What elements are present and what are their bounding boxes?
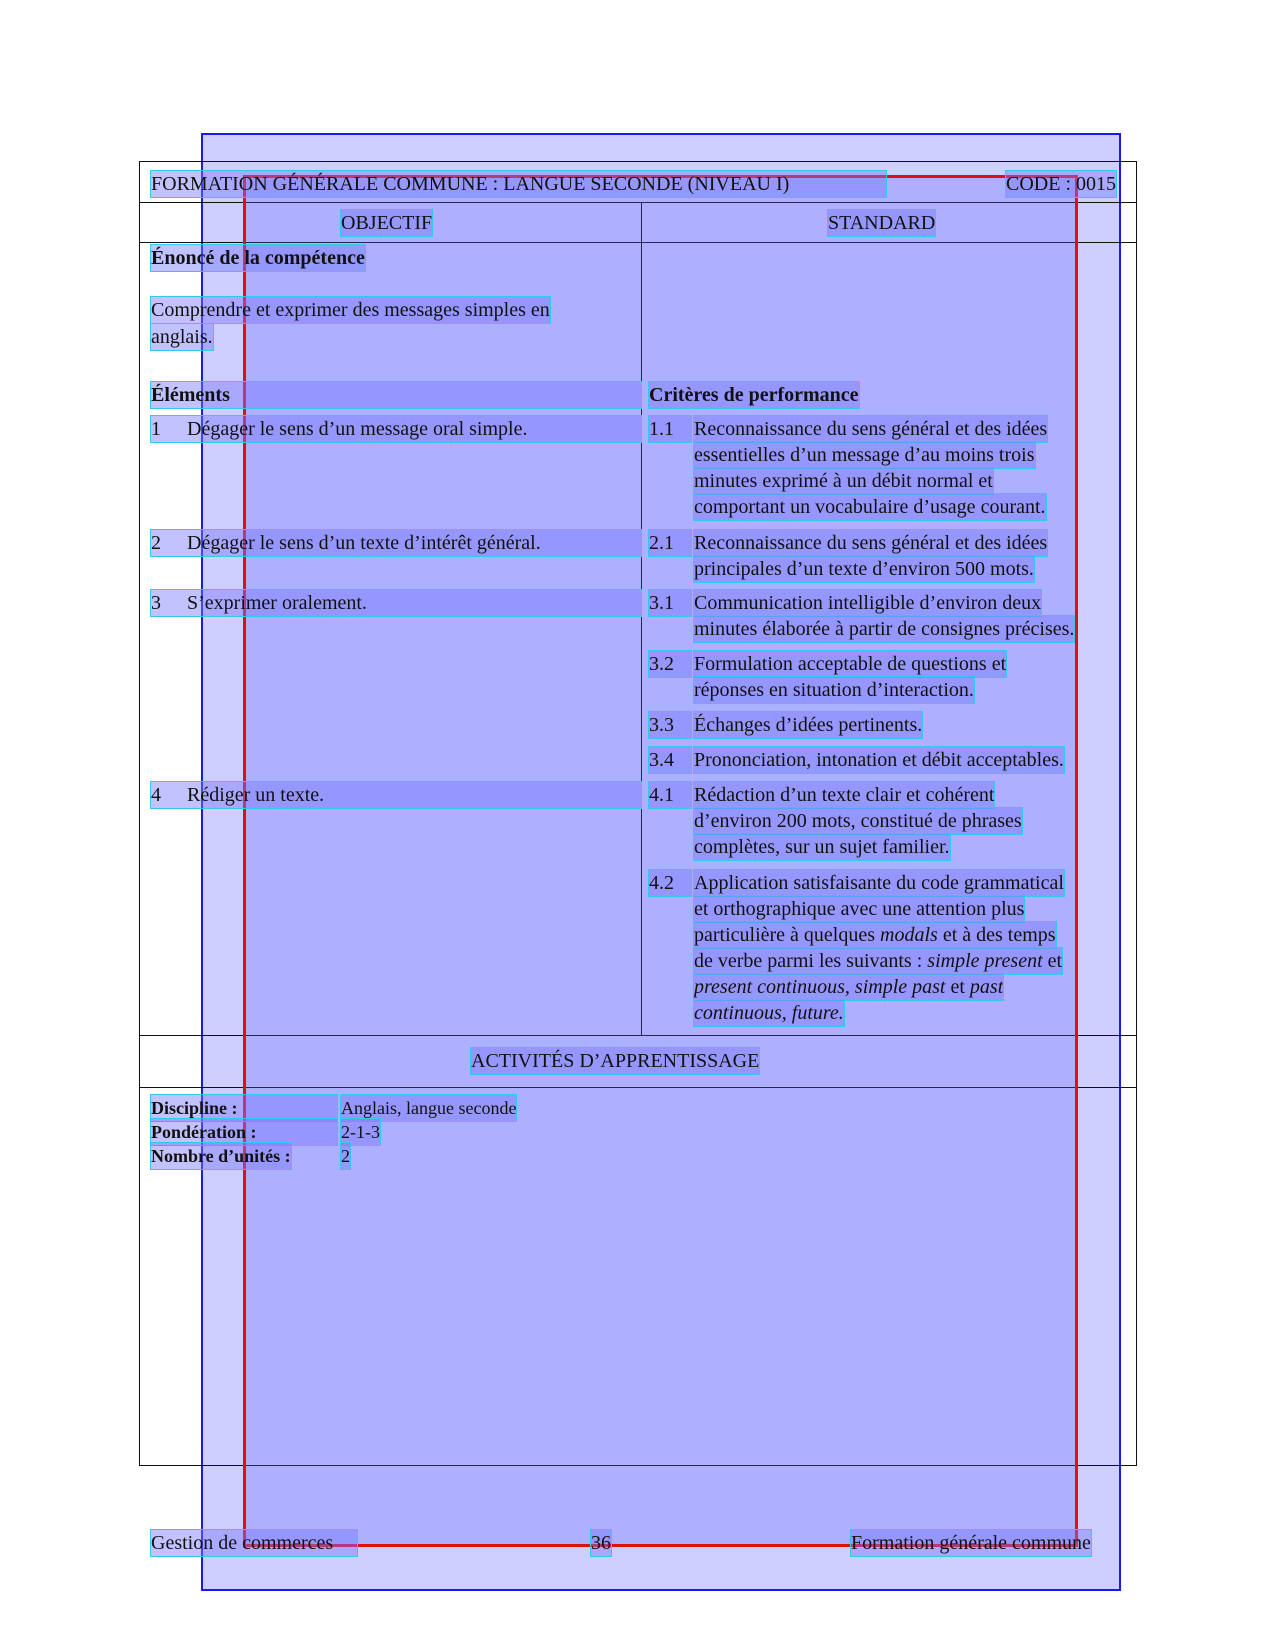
ponderation-value: 2-1-3 [341, 1119, 380, 1145]
header-title: FORMATION GÉNÉRALE COMMUNE : LANGUE SECONDE (NIVEAU I) [151, 171, 886, 197]
competence-text-line2: anglais. [151, 326, 213, 348]
criterion-line: Prononciation, intonation et débit acceptables. [694, 749, 1064, 771]
criterion-italic-term: present continuous, simple past [694, 976, 946, 998]
competence-heading: Énoncé de la compétence [151, 247, 365, 269]
criterion-line: et orthographique avec une attention plus [694, 898, 1025, 920]
criterion-italic-term: past [969, 976, 1004, 998]
element-text: Rédiger un texte. [187, 784, 325, 806]
criterion-line [694, 922, 1056, 948]
element-text: Dégager le sens d’un message oral simple. [187, 418, 528, 440]
criterion-text: et [945, 976, 970, 998]
criterion-text: particulière à quelques [694, 924, 881, 946]
footer-left: Gestion de commerces [151, 1530, 357, 1556]
elements-heading: Éléments [151, 382, 641, 408]
discipline-value: Anglais, langue seconde [341, 1095, 516, 1121]
criterion-italic-term: modals [880, 924, 938, 946]
criterion-line: minutes exprimé à un débit normal et [694, 470, 993, 492]
criterion-line: continuous, future. [694, 1002, 844, 1024]
element-number: 4 [151, 784, 161, 806]
criterion-text: de verbe parmi les suivants : [694, 950, 928, 972]
header-code: CODE : 0015 [1006, 173, 1116, 195]
criterion-line: Échanges d’idées pertinents. [694, 714, 923, 736]
criterion-number: 3.4 [649, 747, 691, 773]
footer-right: Formation générale commune [851, 1532, 1091, 1554]
criterion-line: d’environ 200 mots, constitué de phrases [694, 810, 1022, 832]
criterion-line: réponses en situation d’interaction. [694, 679, 974, 701]
criteria-heading: Critères de performance [649, 384, 859, 406]
criterion-line [694, 974, 1003, 1000]
footer-page-number: 36 [591, 1532, 611, 1554]
element-text: Dégager le sens d’un texte d’intérêt général. [187, 532, 541, 554]
column-title-objectif: OBJECTIF [341, 212, 433, 234]
criterion-line [694, 948, 1062, 974]
overlay-inner-box [243, 175, 1078, 1547]
criterion-line: Communication intelligible d’environ deux [694, 592, 1042, 614]
criterion-line: Reconnaissance du sens général et des idées [694, 532, 1048, 554]
criterion-number: 3.3 [649, 712, 691, 738]
criterion-number: 3.2 [649, 651, 691, 677]
criterion-line: essentielles d’un message d’au moins trois [694, 444, 1035, 466]
criterion-number: 3.1 [649, 590, 691, 616]
criterion-number: 2.1 [649, 530, 691, 556]
element-number: 1 [151, 418, 161, 440]
criterion-number: 4.1 [649, 782, 691, 808]
criterion-line: principales d’un texte d’environ 500 mots. [694, 558, 1034, 580]
criterion-line: complètes, sur un sujet familier. [694, 836, 950, 858]
criterion-line: minutes élaborée à partir de consignes précises. [694, 618, 1075, 640]
criterion-number: 4.2 [649, 870, 691, 896]
criterion-text: et à des temps [937, 924, 1056, 946]
criterion-italic-term: simple present [927, 950, 1043, 972]
criterion-line: Reconnaissance du sens général et des idées [694, 418, 1048, 440]
criterion-line: Formulation acceptable de questions et [694, 653, 1007, 675]
column-title-standard: STANDARD [828, 212, 936, 234]
activities-heading: ACTIVITÉS D’APPRENTISSAGE [471, 1050, 760, 1072]
criterion-line: Application satisfaisante du code grammatical [694, 872, 1064, 894]
unites-value: 2 [341, 1143, 350, 1169]
ponderation-label: Pondération : [151, 1119, 337, 1145]
element-text: S’exprimer oralement. [187, 592, 367, 614]
criterion-number: 1.1 [649, 416, 691, 442]
element-number: 3 [151, 592, 161, 614]
criterion-line: Rédaction d’un texte clair et cohérent [694, 784, 995, 806]
criterion-text: et [1042, 950, 1063, 972]
competence-text-line1: Comprendre et exprimer des messages simples en [151, 299, 550, 321]
criterion-line: comportant un vocabulaire d’usage courant. [694, 496, 1046, 518]
discipline-label: Discipline : [151, 1095, 337, 1121]
element-number: 2 [151, 532, 161, 554]
unites-label: Nombre d’unités : [151, 1143, 291, 1169]
